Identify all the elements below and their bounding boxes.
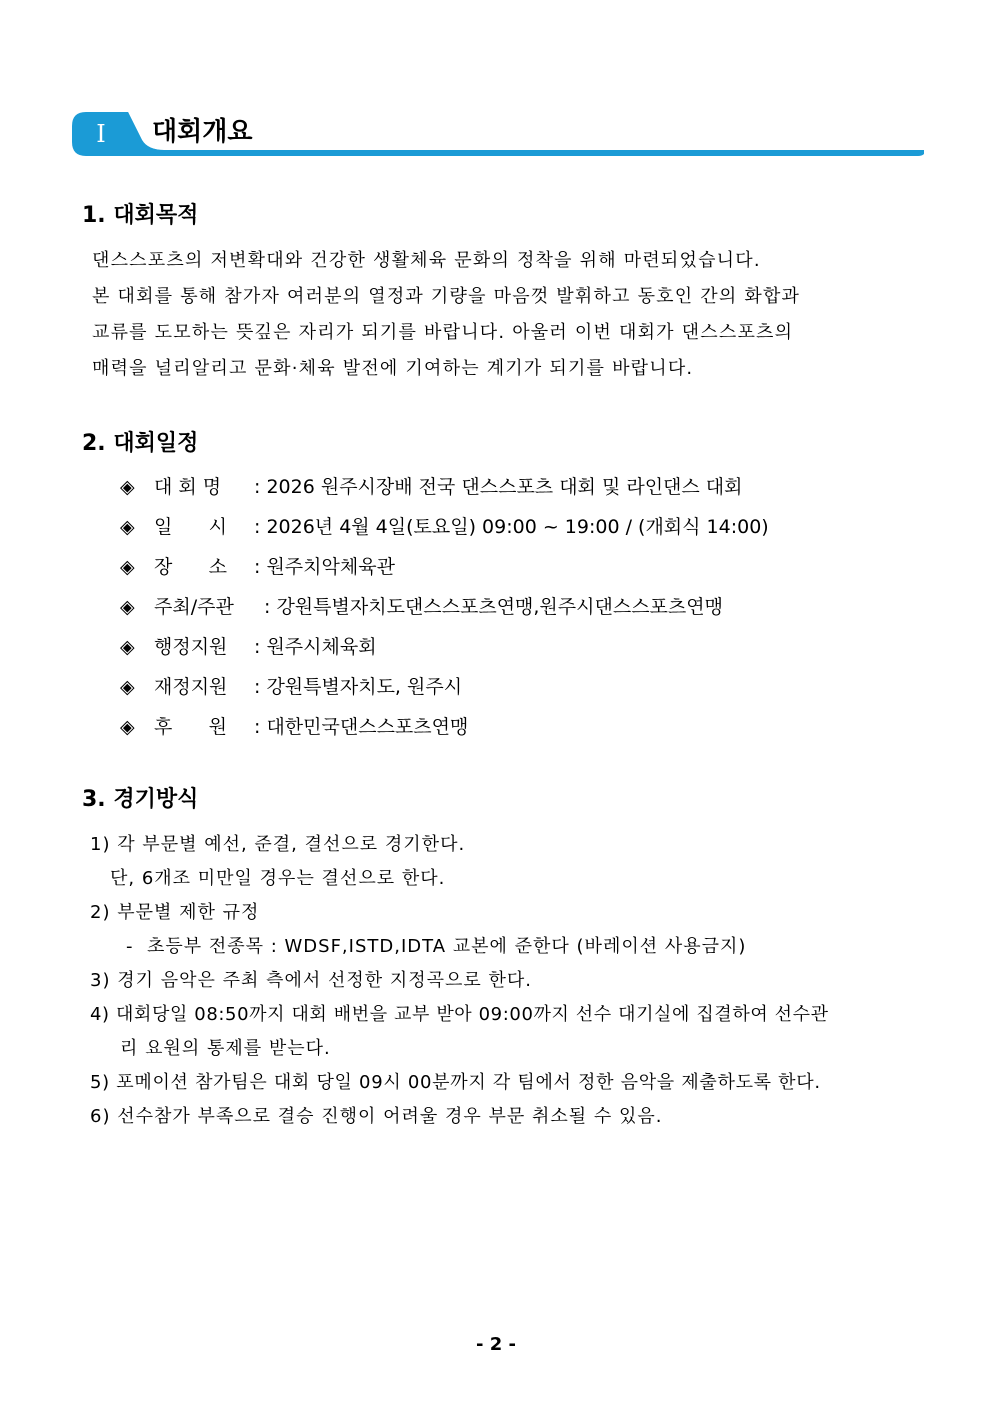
schedule-value: : 2026년 4월 4일(토요일) 09:00 ~ 19:00 / (개회식 14:00)	[254, 516, 769, 538]
schedule-item-name	[120, 472, 743, 499]
chapter-number: I	[96, 120, 106, 148]
diamond-bullet-icon: ◈	[120, 716, 135, 738]
rule-line: 2) 부문별 제한 규정	[90, 902, 260, 923]
schedule-label: 장 소	[154, 556, 227, 578]
purpose-line: 매력을 널리알리고 문화·체육 발전에 기여하는 계기가 되기를 바랍니다.	[92, 358, 694, 379]
diamond-bullet-icon: ◈	[120, 516, 135, 538]
purpose-line: 본 대회를 통해 참가자 여러분의 열정과 기량을 마음껏 발휘하고 동호인 간의 화합과	[92, 286, 801, 307]
section-heading-rules: 3. 경기방식	[82, 787, 199, 812]
schedule-value: : 2026 원주시장배 전국 댄스스포츠 대회 및 라인댄스 대회	[254, 476, 743, 498]
schedule-value: : 원주시체육회	[254, 636, 377, 658]
schedule-value: : 대한민국댄스스포츠연맹	[254, 716, 469, 738]
schedule-item-venue	[120, 552, 395, 579]
purpose-line: 댄스스포츠의 저변확대와 건강한 생활체육 문화의 정착을 위해 마련되었습니다.	[92, 250, 761, 271]
rule-line: 리 요원의 통제를 받는다.	[120, 1038, 331, 1059]
schedule-label: 대 회 명	[154, 476, 222, 498]
purpose-line: 교류를 도모하는 뜻깊은 자리가 되기를 바랍니다. 아울러 이번 대회가 댄스스포츠의	[92, 322, 794, 343]
chapter-title: 대회개요	[152, 117, 253, 147]
schedule-value: : 강원특별자치도, 원주시	[254, 676, 463, 698]
rule-line: 4) 대회당일 08:50까지 대회 배번을 교부 받아 09:00까지 선수 대기실에 집결하여 선수관	[90, 1004, 829, 1025]
schedule-item-sponsor	[120, 712, 468, 739]
schedule-label: 후 원	[154, 716, 227, 738]
schedule-label: 주최/주관	[154, 596, 234, 618]
schedule-label: 일 시	[154, 516, 227, 538]
schedule-item-financial-support	[120, 672, 462, 699]
chapter-header	[72, 108, 924, 158]
section-heading-purpose: 1. 대회목적	[82, 203, 199, 228]
rule-line: 단, 6개조 미만일 경우는 결선으로 한다.	[110, 868, 446, 889]
rule-line: 1) 각 부문별 예선, 준결, 결선으로 경기한다.	[90, 834, 466, 855]
schedule-label: 재정지원	[154, 676, 228, 698]
rule-line: - 초등부 전종목 : WDSF,ISTD,IDTA 교본에 준한다 (바레이션 사용금지)	[126, 936, 747, 957]
page-number: - 2 -	[476, 1334, 516, 1355]
schedule-item-admin-support	[120, 632, 377, 659]
diamond-bullet-icon: ◈	[120, 676, 135, 698]
schedule-item-host	[120, 592, 723, 619]
schedule-label: 행정지원	[154, 636, 228, 658]
rule-line: 3) 경기 음악은 주최 측에서 선정한 지정곡으로 한다.	[90, 970, 533, 991]
diamond-bullet-icon: ◈	[120, 476, 135, 498]
schedule-item-date	[120, 512, 769, 539]
schedule-value: : 강원특별자치도댄스스포츠연맹,원주시댄스스포츠연맹	[264, 596, 723, 618]
rule-line: 6) 선수참가 부족으로 결승 진행이 어려울 경우 부문 취소될 수 있음.	[90, 1106, 663, 1127]
diamond-bullet-icon: ◈	[120, 596, 135, 618]
rule-line: 5) 포메이션 참가팀은 대회 당일 09시 00분까지 각 팀에서 정한 음악을 제출하도록 한다.	[90, 1072, 821, 1093]
section-heading-schedule: 2. 대회일정	[82, 431, 199, 456]
diamond-bullet-icon: ◈	[120, 556, 135, 578]
schedule-value: : 원주치악체육관	[254, 556, 395, 578]
diamond-bullet-icon: ◈	[120, 636, 135, 658]
